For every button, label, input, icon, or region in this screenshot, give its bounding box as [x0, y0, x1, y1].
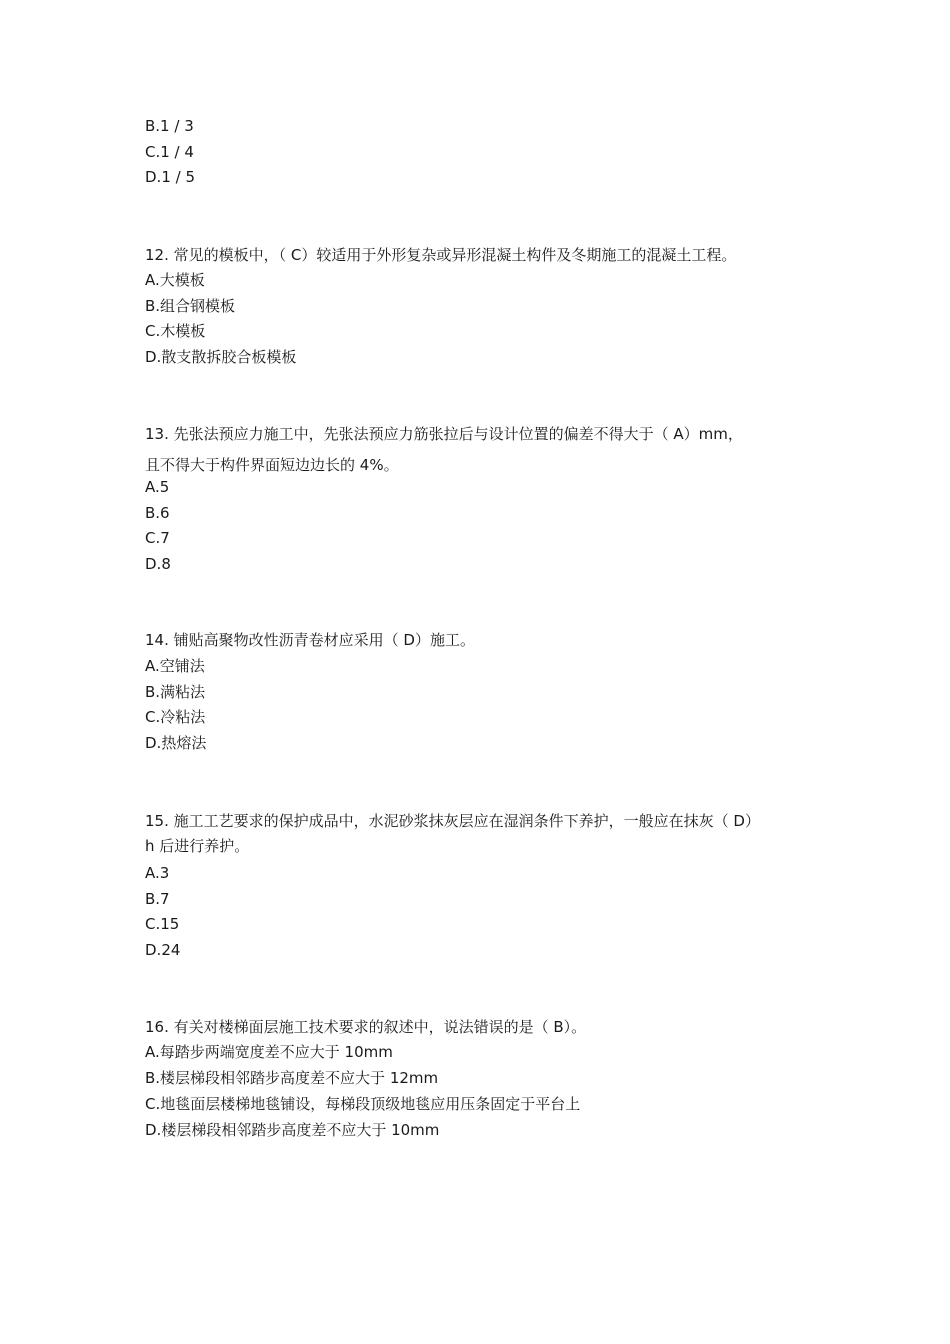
option-c-q12: C.木模板	[145, 322, 206, 340]
option-d-q16: D.楼层梯段相邻踏步高度差不应大于 10mm	[145, 1121, 440, 1139]
question-14: 14. 铺贴高聚物改性沥青卷材应采用（ D）施工。	[145, 631, 475, 649]
option-b-q16: B.楼层梯段相邻踏步高度差不应大于 12mm	[145, 1069, 439, 1087]
option-d-q11: D.1 / 5	[145, 168, 195, 186]
option-b-q13: B.6	[145, 504, 170, 522]
question-13: 13. 先张法预应力施工中，先张法预应力筋张拉后与设计位置的偏差不得大于（ A）mm，	[145, 425, 743, 443]
option-b-q15: B.7	[145, 890, 170, 908]
option-d-q13: D.8	[145, 555, 171, 573]
option-b-q14: B.满粘法	[145, 683, 206, 701]
option-b-q11: B.1 / 3	[145, 117, 194, 135]
option-d-q14: D.热熔法	[145, 734, 207, 752]
option-a-q13: A.5	[145, 478, 170, 496]
option-d-q12: D.散支散拆胶合板模板	[145, 348, 297, 366]
option-c-q11: C.1 / 4	[145, 143, 194, 161]
question-13-cont: 且不得大于构件界面短边边长的 4%。	[145, 456, 399, 474]
question-16: 16. 有关对楼梯面层施工技术要求的叙述中，说法错误的是（ B）。	[145, 1018, 587, 1036]
option-b-q12: B.组合钢模板	[145, 297, 236, 315]
question-15-cont: h 后进行养护。	[145, 837, 250, 855]
option-d-q15: D.24	[145, 941, 181, 959]
option-a-q15: A.3	[145, 864, 170, 882]
option-a-q12: A.大模板	[145, 271, 205, 289]
option-a-q16: A.每踏步两端宽度差不应大于 10mm	[145, 1043, 393, 1061]
option-a-q14: A.空铺法	[145, 657, 205, 675]
option-c-q16: C.地毯面层楼梯地毯铺设，每梯段顶级地毯应用压条固定于平台上	[145, 1095, 581, 1113]
option-c-q14: C.冷粘法	[145, 708, 206, 726]
option-c-q15: C.15	[145, 915, 180, 933]
question-12: 12. 常见的模板中，（ C）较适用于外形复杂或异形混凝土构件及冬期施工的混凝土工程。	[145, 246, 737, 264]
question-15: 15. 施工工艺要求的保护成品中，水泥砂浆抹灰层应在湿润条件下养护，一般应在抹灰（ D）	[145, 812, 760, 830]
option-c-q13: C.7	[145, 529, 170, 547]
